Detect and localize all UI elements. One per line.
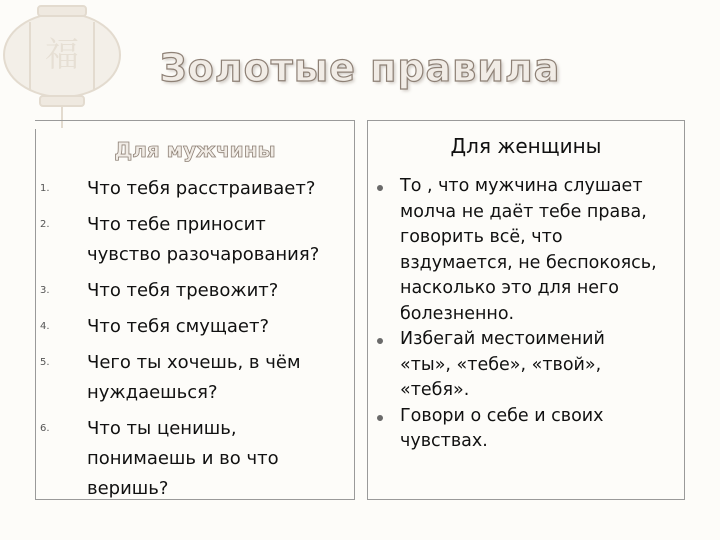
list-item: [372, 404, 677, 455]
bullet-icon: [377, 185, 383, 191]
item-text: Что тебя расстраивает?: [87, 178, 316, 199]
men-list: [40, 174, 350, 510]
list-item: [40, 210, 340, 270]
item-text: Что тебя тревожит?: [87, 280, 279, 301]
item-text: Что ты ценишь, понимаешь и во что веришь?: [87, 418, 279, 499]
list-item: [372, 327, 677, 404]
list-item: [40, 348, 350, 408]
item-number: 5.: [40, 357, 50, 368]
svg-text:福: 福: [45, 35, 79, 75]
men-heading: Для мужчины: [114, 138, 276, 162]
list-item: [40, 276, 350, 306]
item-text: Избегай местоимений «ты», «тебе», «твой», «тебя».: [400, 329, 605, 400]
women-list: [372, 174, 677, 455]
list-item: [40, 414, 350, 504]
item-number: 2.: [40, 219, 50, 230]
item-text: Чего ты хочешь, в чём нуждаешься?: [87, 352, 301, 403]
item-text: Что тебе приносит чувство разочарования?: [87, 214, 320, 265]
item-number: 6.: [40, 423, 50, 434]
item-text: Что тебя смущает?: [87, 316, 269, 337]
bullet-icon: [377, 415, 383, 421]
women-heading: Для женщины: [450, 134, 602, 158]
list-item: [40, 312, 350, 342]
item-text: То , что мужчина слушает молча не даёт тебе права, говорить всё, что вздумается, не беспокоясь, насколько это для него болезненно.: [400, 176, 657, 324]
bullet-icon: [377, 338, 383, 344]
item-text: Говори о себе и своих чувствах.: [400, 405, 604, 451]
item-number: 4.: [40, 321, 50, 332]
item-number: 1.: [40, 183, 50, 194]
slide-title: Золотые правила: [159, 46, 561, 90]
list-item: [40, 174, 350, 204]
list-item: [372, 174, 677, 327]
item-number: 3.: [40, 285, 50, 296]
